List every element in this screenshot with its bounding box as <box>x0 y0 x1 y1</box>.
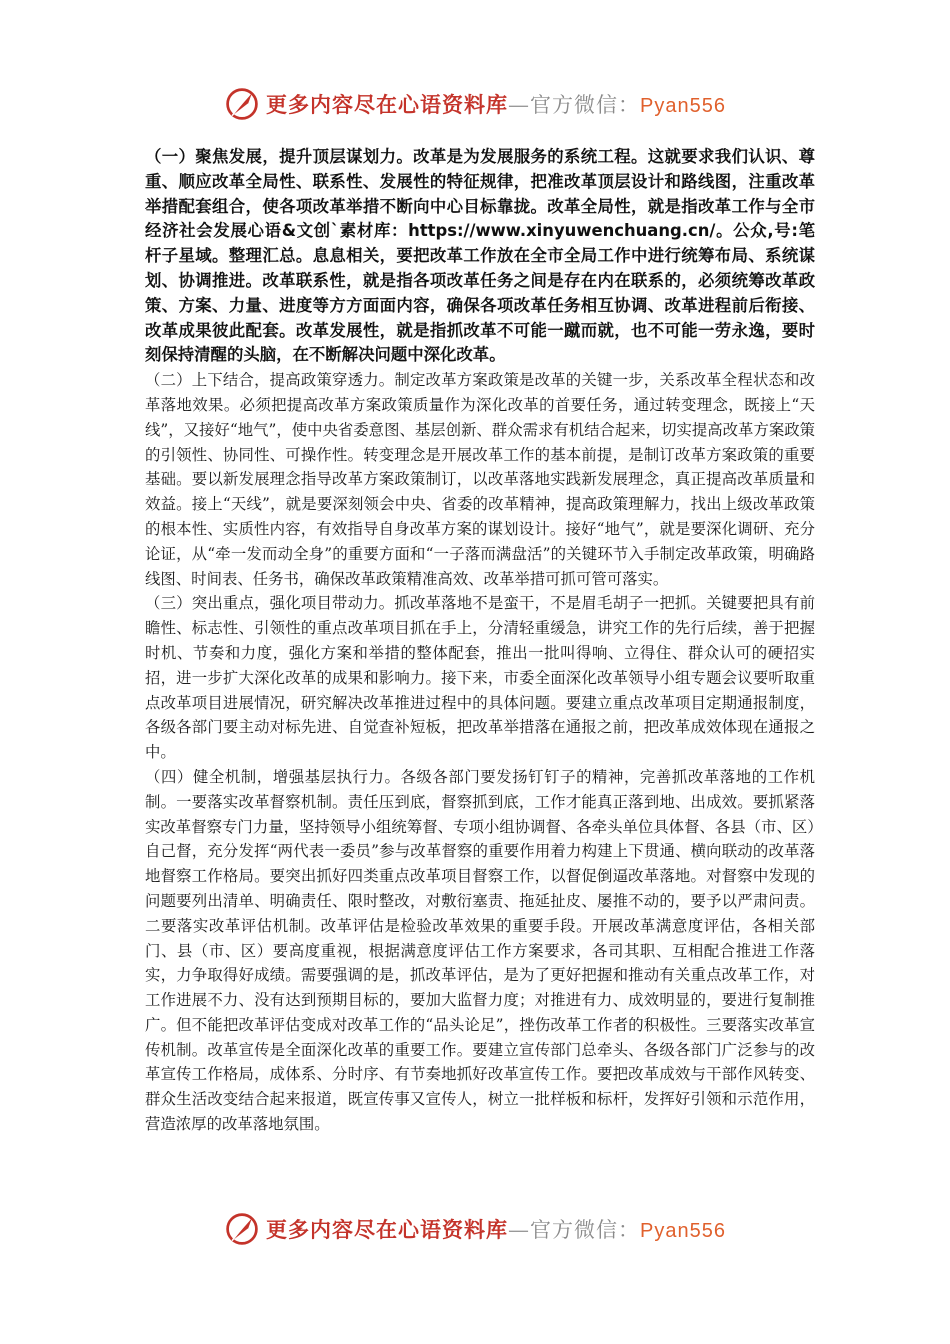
banner-wechat-id: Pyan556 <box>640 95 726 117</box>
document-body <box>145 145 815 1137</box>
banner-lead: 更多内容尽在心语资料库 <box>266 92 509 117</box>
banner-text <box>266 1214 726 1244</box>
footer-banner <box>0 1207 950 1251</box>
banner-wechat-label: 官方微信： <box>530 93 641 117</box>
quill-logo-icon <box>224 1211 260 1247</box>
banner-separator: — <box>508 93 531 117</box>
banner-lead: 更多内容尽在心语资料库 <box>266 1217 509 1242</box>
banner-wechat-id: Pyan556 <box>640 1220 726 1242</box>
header-banner <box>0 82 950 126</box>
banner-wechat-label: 官方微信： <box>530 1218 641 1242</box>
banner-text <box>266 89 726 119</box>
paragraph-3: （三）突出重点，强化项目带动力。抓改革落地不是蛮干，不是眉毛胡子一把抓。关键要把具有前瞻性、标志性、引领性的重点改革项目抓在手上，分清轻重缓急，讲究工作的先行后续，善于把握时机、节奏和力度，强化方案和举措的整体配套，推出一批叫得响、立得住、群众认可的硬招实招，进一步扩大深化改革的成果和影响力。接下来，市委全面深化改革领导小组专题会议要听取重点改革项目进展情况，研究解决改革推进过程中的具体问题。要建立重点改革项目定期通报制度，各级各部门要主动对标先进、自觉查补短板，把改革举措落在通报之前，把改革成效体现在通报之中。 <box>145 594 815 762</box>
quill-logo-icon <box>224 86 260 122</box>
paragraph-4: （四）健全机制，增强基层执行力。各级各部门要发扬钉钉子的精神，完善抓改革落地的工作机制。一要落实改革督察机制。责任压到底，督察抓到底，工作才能真正落到地、出成效。要抓紧落实改革督察专门力量，坚持领导小组统筹督、专项小组协调督、各牵头单位具体督、各县（市、区）自己督，充分发挥“两代表一委员”参与改革督察的重要作用着力构建上下贯通、横向联动的改革落地督察工作格局。要突出抓好四类重点改革项目督察工作，以督促倒逼改革落地。对督察中发现的问题要列出清单、明确责任、限时整改，对敷衍塞责、拖延扯皮、屡推不动的，要予以严肃问责。二要落实改革评估机制。改革评估是检验改革效果的重要手段。开展改革满意度评估，各相关部门、县（市、区）要高度重视，根据满意度评估工作方案要求，各司其职、互相配合推进工作落实，力争取得好成绩。需要强调的是，抓改革评估，是为了更好把握和推动有关重点改革工作，对工作进展不力、没有达到预期目标的，要加大监督力度；对推进有力、成效明显的，要进行复制推广。但不能把改革评估变成对改革工作的“品头论足”，挫伤改革工作者的积极性。三要落实改革宣传机制。改革宣传是全面深化改革的重要工作。要建立宣传部门总牵头、各级各部门广泛参与的改革宣传工作格局，成体系、分时序、有节奏地抓好改革宣传工作。要把改革成效与干部作风转变、群众生活改变结合起来报道，既宣传事又宣传人，树立一批样板和标杆，发挥好引领和示范作用，营造浓厚的改革落地氛围。 <box>145 767 815 1134</box>
paragraph-1: （一）聚焦发展，提升顶层谋划力。改革是为发展服务的系统工程。这就要求我们认识、尊重、顺应改革全局性、联系性、发展性的特征规律，把准改革顶层设计和路线图，注重改革举措配套组合，使各项改革举措不断向中心目标靠拢。改革全局性，就是指改革工作与全市经济社会发展心语&文创`素材库：https://www.xinyuwenchuang.cn/。公众,号:笔杆子星域。整理汇总。息息相关，要把改革工作放在全市全局工作中进行统筹布局、系统谋划、协调推进。改革联系性，就是指各项改革任务之间是存在内在联系的，必须统筹改革政策、方案、力量、进度等方方面面内容，确保各项改革任务相互协调、改革进程前后衔接、改革成果彼此配套。改革发展性，就是指抓改革不可能一蹴而就，也不可能一劳永逸，要时刻保持清醒的头脑，在不断解决问题中深化改革。 <box>145 147 815 365</box>
banner-separator: — <box>508 1218 531 1242</box>
paragraph-2: （二）上下结合，提高政策穿透力。制定改革方案政策是改革的关键一步，关系改革全程状态和改革落地效果。必须把提高改革方案政策质量作为深化改革的首要任务，通过转变理念，既接上“天线”，又接好“地气”，使中央省委意图、基层创新、群众需求有机结合起来，切实提高改革方案政策的引领性、协同性、可操作性。转变理念是开展改革工作的基本前提，是制订改革方案政策的重要基础。要以新发展理念指导改革方案政策制订，以改革落地实践新发展理念，真正提高改革质量和效益。接上“天线”，就是要深刻领会中央、省委的改革精神，提高政策理解力，找出上级改革政策的根本性、实质性内容，有效指导自身改革方案的谋划设计。接好“地气”，就是要深化调研、充分论证，从“牵一发而动全身”的重要方面和“一子落而满盘活”的关键环节入手制定改革政策，明确路线图、时间表、任务书，确保改革政策精准高效、改革举措可抓可管可落实。 <box>145 371 816 588</box>
